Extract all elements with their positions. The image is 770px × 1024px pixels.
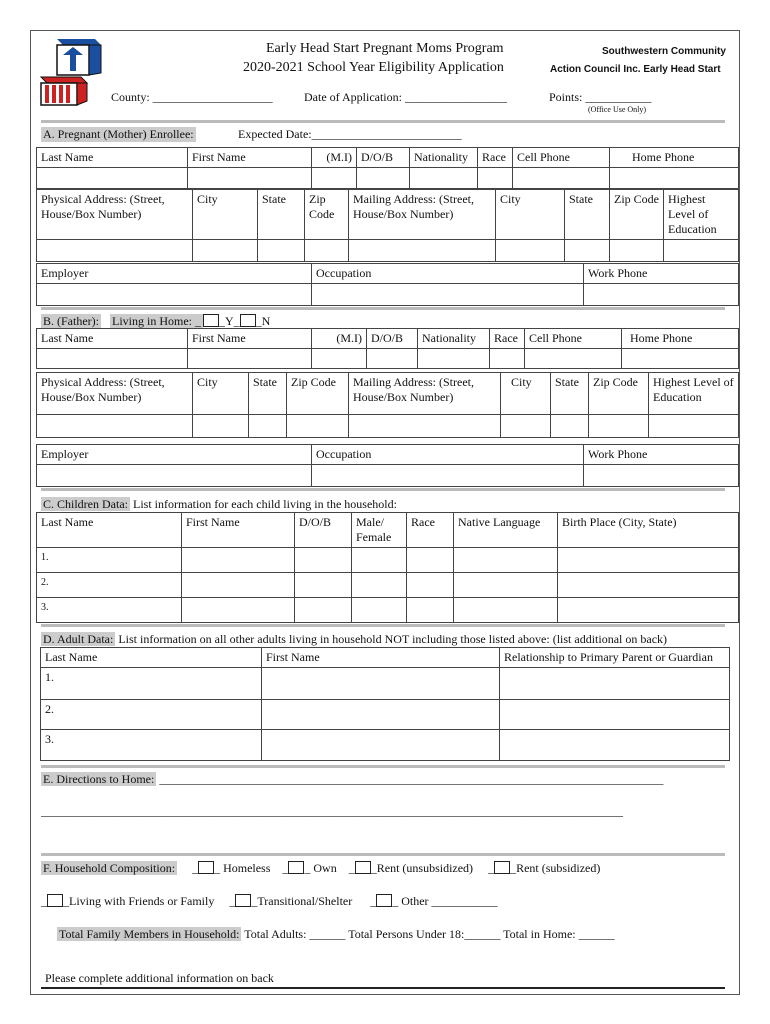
living-in-home-yes-checkbox[interactable] — [203, 314, 219, 327]
label: Home Phone — [610, 148, 739, 168]
row-number: 1. — [37, 548, 182, 573]
divider — [41, 488, 725, 491]
label: Race — [490, 329, 525, 349]
building-blocks-logo-icon — [37, 37, 103, 107]
homeless-checkbox[interactable] — [198, 861, 214, 874]
input-cell[interactable] — [262, 668, 500, 700]
input-cell[interactable] — [287, 415, 349, 438]
label: Zip Code — [305, 190, 349, 240]
column-header: Last Name — [41, 648, 262, 668]
totals-row — [57, 927, 615, 942]
input-cell[interactable] — [305, 240, 349, 262]
input-cell[interactable] — [349, 240, 496, 262]
column-header: First Name — [182, 513, 295, 548]
county-field[interactable]: County: ____________________ — [111, 90, 273, 104]
input-cell[interactable] — [496, 240, 565, 262]
column-header: Birth Place (City, State) — [558, 513, 739, 548]
input-cell[interactable] — [312, 349, 367, 369]
household-row-1: F. Household Composition: _ _ Homeless _ _ Own _ _Rent (unsubsidized) _ _Rent (subsidized) — [43, 861, 601, 875]
input-cell[interactable] — [610, 168, 739, 189]
living-in-home-label: Living in Home: _ — [112, 314, 201, 328]
mother-info-table-2 — [36, 189, 739, 262]
label: Last Name — [37, 329, 188, 349]
label: (M.I) — [312, 329, 367, 349]
input-cell[interactable] — [454, 573, 558, 598]
column-header: Relationship to Primary Parent or Guardian — [500, 648, 730, 668]
column-header: D/O/B — [295, 513, 352, 548]
input-cell[interactable] — [352, 573, 407, 598]
row-number: 2. — [41, 700, 262, 730]
no-label: _N — [255, 314, 271, 328]
label: State — [565, 190, 610, 240]
transitional-shelter-checkbox[interactable] — [235, 894, 251, 907]
input-cell[interactable] — [188, 168, 312, 189]
input-cell[interactable] — [525, 349, 622, 369]
section-f-title: F. Household Composition: — [43, 861, 176, 875]
father-employment-table — [36, 444, 739, 487]
directions-line-2[interactable]: _________________________________________________________________________________________________ — [41, 804, 623, 818]
input-cell[interactable] — [551, 415, 589, 438]
input-cell[interactable] — [262, 730, 500, 761]
section-b-title: B. (Father): — [43, 314, 99, 328]
input-cell[interactable] — [182, 573, 295, 598]
label: State — [551, 373, 589, 415]
column-header: Last Name — [37, 513, 182, 548]
divider — [41, 853, 725, 856]
label: Mailing Address: (Street, House/Box Number) — [349, 190, 496, 240]
input-cell[interactable] — [589, 415, 649, 438]
input-cell[interactable] — [352, 548, 407, 573]
label: (M.I) — [312, 148, 357, 168]
rent-unsubsidized-label: Rent (unsubsidized) — [376, 861, 474, 875]
input-cell[interactable] — [312, 284, 584, 306]
label: Zip Code — [287, 373, 349, 415]
row-number: 1. — [41, 668, 262, 700]
own-label: Own — [313, 861, 337, 875]
title-line-2: 2020-2021 School Year Eligibility Application — [243, 60, 504, 75]
input-cell[interactable] — [295, 598, 352, 623]
input-cell[interactable] — [584, 284, 739, 306]
mother-employment-table — [36, 263, 739, 306]
input-cell[interactable] — [182, 598, 295, 623]
label: Zip Code — [589, 373, 649, 415]
label: Physical Address: (Street, House/Box Number) — [37, 190, 193, 240]
divider — [41, 120, 725, 123]
input-cell[interactable] — [262, 700, 500, 730]
office-use-note: (Office Use Only) — [588, 105, 647, 114]
input-cell[interactable] — [500, 668, 730, 700]
other-label: Other ___________ — [401, 894, 498, 908]
rent-unsubsidized-checkbox[interactable] — [355, 861, 371, 874]
living-with-friends-checkbox[interactable] — [47, 894, 63, 907]
divider — [41, 624, 725, 627]
label: Race — [478, 148, 513, 168]
rent-subsidized-checkbox[interactable] — [494, 861, 510, 874]
input-cell[interactable] — [664, 240, 739, 262]
row-number: 3. — [41, 730, 262, 761]
living-in-home-no-checkbox[interactable] — [240, 314, 256, 327]
input-cell[interactable] — [349, 415, 501, 438]
footer-note: Please complete additional information on back — [45, 971, 274, 985]
column-header: Male/ Female — [352, 513, 407, 548]
label: Highest Level of Education — [664, 190, 739, 240]
input-cell[interactable] — [37, 415, 193, 438]
transitional-shelter-label: Transitional/Shelter — [257, 894, 353, 908]
household-row-2: _ _Living with Friends or Family _ _Transitional/Shelter _ _ Other ___________ — [41, 894, 498, 908]
label: City — [501, 373, 551, 415]
divider — [41, 307, 725, 310]
label: Cell Phone — [513, 148, 610, 168]
input-cell[interactable] — [352, 598, 407, 623]
input-cell[interactable] — [193, 415, 249, 438]
input-cell[interactable] — [558, 573, 739, 598]
input-cell[interactable] — [513, 168, 610, 189]
label: City — [193, 373, 249, 415]
input-cell[interactable] — [37, 349, 188, 369]
column-header: Race — [407, 513, 454, 548]
input-cell[interactable] — [357, 168, 410, 189]
column-header: Native Language — [454, 513, 558, 548]
date-of-application-field[interactable]: Date of Application: _________________ — [304, 90, 507, 104]
section-d-title: D. Adult Data: — [43, 632, 114, 646]
label: Nationality — [410, 148, 478, 168]
section-b-header — [41, 314, 270, 329]
label: City — [496, 190, 565, 240]
section-d-header — [41, 632, 667, 647]
label: Cell Phone — [525, 329, 622, 349]
input-cell[interactable] — [558, 548, 739, 573]
children-table — [36, 512, 739, 623]
label: Physical Address: (Street, House/Box Number) — [37, 373, 193, 415]
input-cell[interactable] — [418, 349, 490, 369]
section-c-header — [41, 497, 397, 512]
label: Mailing Address: (Street, House/Box Number) — [349, 373, 501, 415]
label: City — [193, 190, 258, 240]
input-cell[interactable] — [407, 548, 454, 573]
section-c-instruction: List information for each child living in the household: — [129, 497, 397, 511]
label: D/O/B — [357, 148, 410, 168]
input-cell[interactable] — [454, 598, 558, 623]
row-number: 2. — [37, 573, 182, 598]
section-a-title: A. Pregnant (Mother) Enrollee: — [43, 127, 194, 141]
label: Work Phone — [584, 264, 739, 284]
input-cell[interactable] — [478, 168, 513, 189]
input-cell[interactable] — [649, 415, 739, 438]
label: Home Phone — [622, 329, 739, 349]
total-family-members-label: Total Family Members in Household: — [59, 927, 240, 941]
label: Employer — [37, 445, 312, 465]
input-cell[interactable] — [188, 349, 312, 369]
points-field[interactable]: Points: ___________ — [549, 90, 652, 104]
adults-table — [40, 647, 730, 761]
divider — [41, 765, 725, 768]
homeless-label: Homeless — [223, 861, 271, 875]
org-name-line-2: Action Council Inc. Early Head Start — [550, 64, 721, 75]
input-cell[interactable] — [182, 548, 295, 573]
section-e-title: E. Directions to Home: — [43, 772, 155, 786]
input-cell[interactable] — [622, 349, 739, 369]
label: Employer — [37, 264, 312, 284]
input-cell[interactable] — [610, 240, 664, 262]
label: Occupation — [312, 445, 584, 465]
input-cell[interactable] — [584, 465, 739, 487]
label: First Name — [188, 148, 312, 168]
column-header: First Name — [262, 648, 500, 668]
input-cell[interactable] — [258, 240, 305, 262]
label: State — [249, 373, 287, 415]
input-cell[interactable] — [500, 730, 730, 761]
mother-info-table-1 — [36, 147, 739, 189]
input-cell[interactable] — [312, 465, 584, 487]
input-cell[interactable] — [407, 598, 454, 623]
title-line-1: Early Head Start Pregnant Moms Program — [266, 41, 504, 56]
input-cell[interactable] — [500, 700, 730, 730]
rent-subsidized-label: Rent (subsidized) — [516, 861, 601, 875]
label: Zip Code — [610, 190, 664, 240]
input-cell[interactable] — [37, 465, 312, 487]
input-cell[interactable] — [37, 284, 312, 306]
other-checkbox[interactable] — [376, 894, 392, 907]
input-cell[interactable] — [407, 573, 454, 598]
father-info-table-2 — [36, 372, 739, 438]
label: Work Phone — [584, 445, 739, 465]
input-cell[interactable] — [490, 349, 525, 369]
totals-fields[interactable]: Total Adults: ______ Total Persons Under 18:______ Total in Home: ______ — [241, 927, 615, 941]
input-cell[interactable] — [295, 548, 352, 573]
father-info-table-1 — [36, 328, 739, 369]
label: First Name — [188, 329, 312, 349]
label: Highest Level of Education — [649, 373, 739, 415]
bottom-rule — [41, 987, 725, 989]
input-cell[interactable] — [367, 349, 418, 369]
section-d-instruction: List information on all other adults living in household NOT including those listed above: (list additional on back) — [115, 632, 668, 646]
living-with-friends-label: Living with Friends or Family — [69, 894, 215, 908]
input-cell[interactable] — [501, 415, 551, 438]
input-cell[interactable] — [249, 415, 287, 438]
own-checkbox[interactable] — [288, 861, 304, 874]
label: D/O/B — [367, 329, 418, 349]
directions-line-1[interactable]: ____________________________________________________________________________________ — [156, 772, 664, 786]
section-e-row — [41, 772, 663, 787]
section-c-title: C. Children Data: — [43, 497, 128, 511]
input-cell[interactable] — [37, 240, 193, 262]
input-cell[interactable] — [410, 168, 478, 189]
label: State — [258, 190, 305, 240]
label: Occupation — [312, 264, 584, 284]
label: Last Name — [37, 148, 188, 168]
input-cell[interactable] — [558, 598, 739, 623]
input-cell[interactable] — [193, 240, 258, 262]
label: Nationality — [418, 329, 490, 349]
input-cell[interactable] — [37, 168, 188, 189]
input-cell[interactable] — [295, 573, 352, 598]
expected-date-field[interactable]: Expected Date:_________________________ — [238, 127, 462, 141]
input-cell[interactable] — [454, 548, 558, 573]
input-cell[interactable] — [565, 240, 610, 262]
application-page — [30, 30, 740, 995]
row-number: 3. — [37, 598, 182, 623]
org-name-line-1: Southwestern Community — [602, 46, 726, 57]
input-cell[interactable] — [312, 168, 357, 189]
yes-label: _Y_ — [219, 314, 240, 328]
